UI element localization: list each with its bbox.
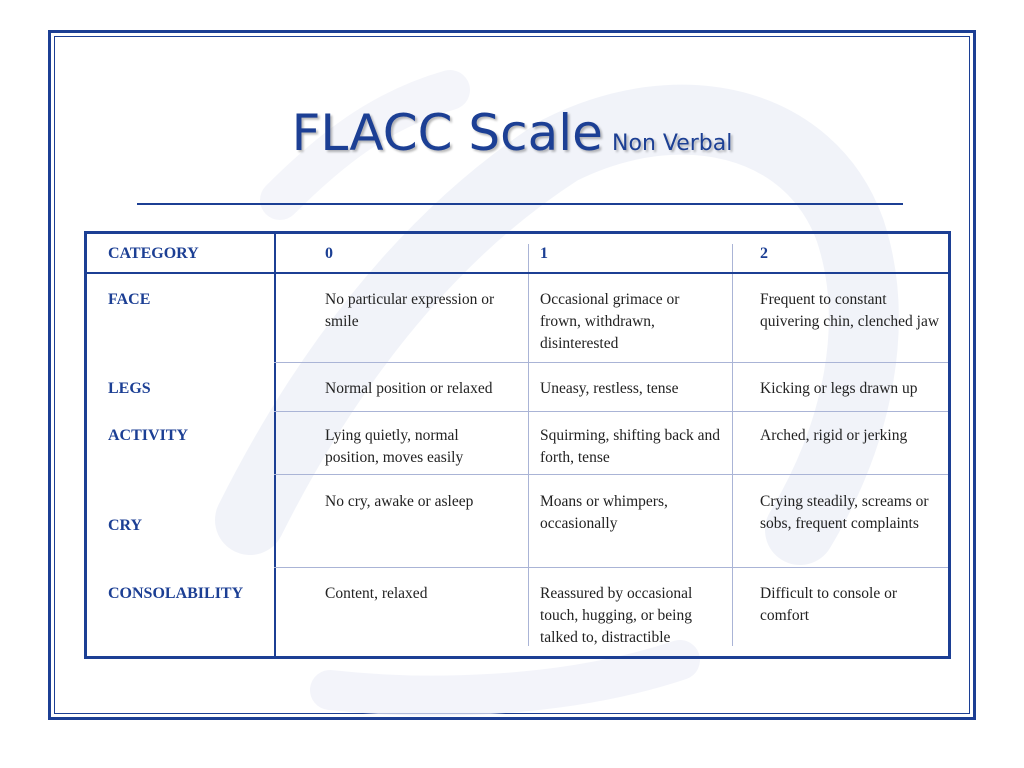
legs-score-1: Uneasy, restless, tense [540,380,679,397]
title-subtitle: Non Verbal [612,131,733,156]
activity-score-2: Arched, rigid or jerking [760,427,908,444]
consolability-score-1: Reassured by occasional touch, hugging, or being talked to, distractible [540,585,693,646]
face-score-1: Occasional grimace or frown, withdrawn, disinterested [540,291,680,352]
flacc-table [84,231,951,659]
header-category: CATEGORY [108,245,199,262]
legs-score-2: Kicking or legs drawn up [760,380,918,397]
title-underline [137,203,903,205]
cry-score-2: Crying steadily, screams or sobs, frequent complaints [760,493,929,532]
header-score-0: 0 [325,245,333,262]
category-column-divider [274,234,276,656]
activity-score-1: Squirming, shifting back and forth, tense [540,427,720,466]
row-divider [274,411,948,412]
header-divider [87,272,948,274]
legs-score-0: Normal position or relaxed [325,380,493,397]
header-score-1: 1 [540,245,548,262]
category-activity: ACTIVITY [108,427,189,444]
slide-title [0,104,1024,162]
row-divider [274,474,948,475]
face-score-0: No particular expression or smile [325,291,495,330]
title-main: FLACC Scale [291,104,603,162]
activity-score-0: Lying quietly, normal position, moves easily [325,427,464,466]
column-divider-2 [732,244,733,646]
category-face: FACE [108,291,151,308]
row-divider [274,362,948,363]
category-cry: CRY [108,517,143,534]
face-score-2: Frequent to constant quivering chin, clenched jaw [760,291,940,330]
category-consolability: CONSOLABILITY [108,585,244,602]
header-score-2: 2 [760,245,768,262]
row-divider [274,567,948,568]
cry-score-0: No cry, awake or asleep [325,493,474,510]
category-legs: LEGS [108,380,151,397]
consolability-score-2: Difficult to console or comfort [760,585,898,624]
column-divider-1 [528,244,529,646]
cry-score-1: Moans or whimpers, occasionally [540,493,668,532]
consolability-score-0: Content, relaxed [325,585,428,602]
